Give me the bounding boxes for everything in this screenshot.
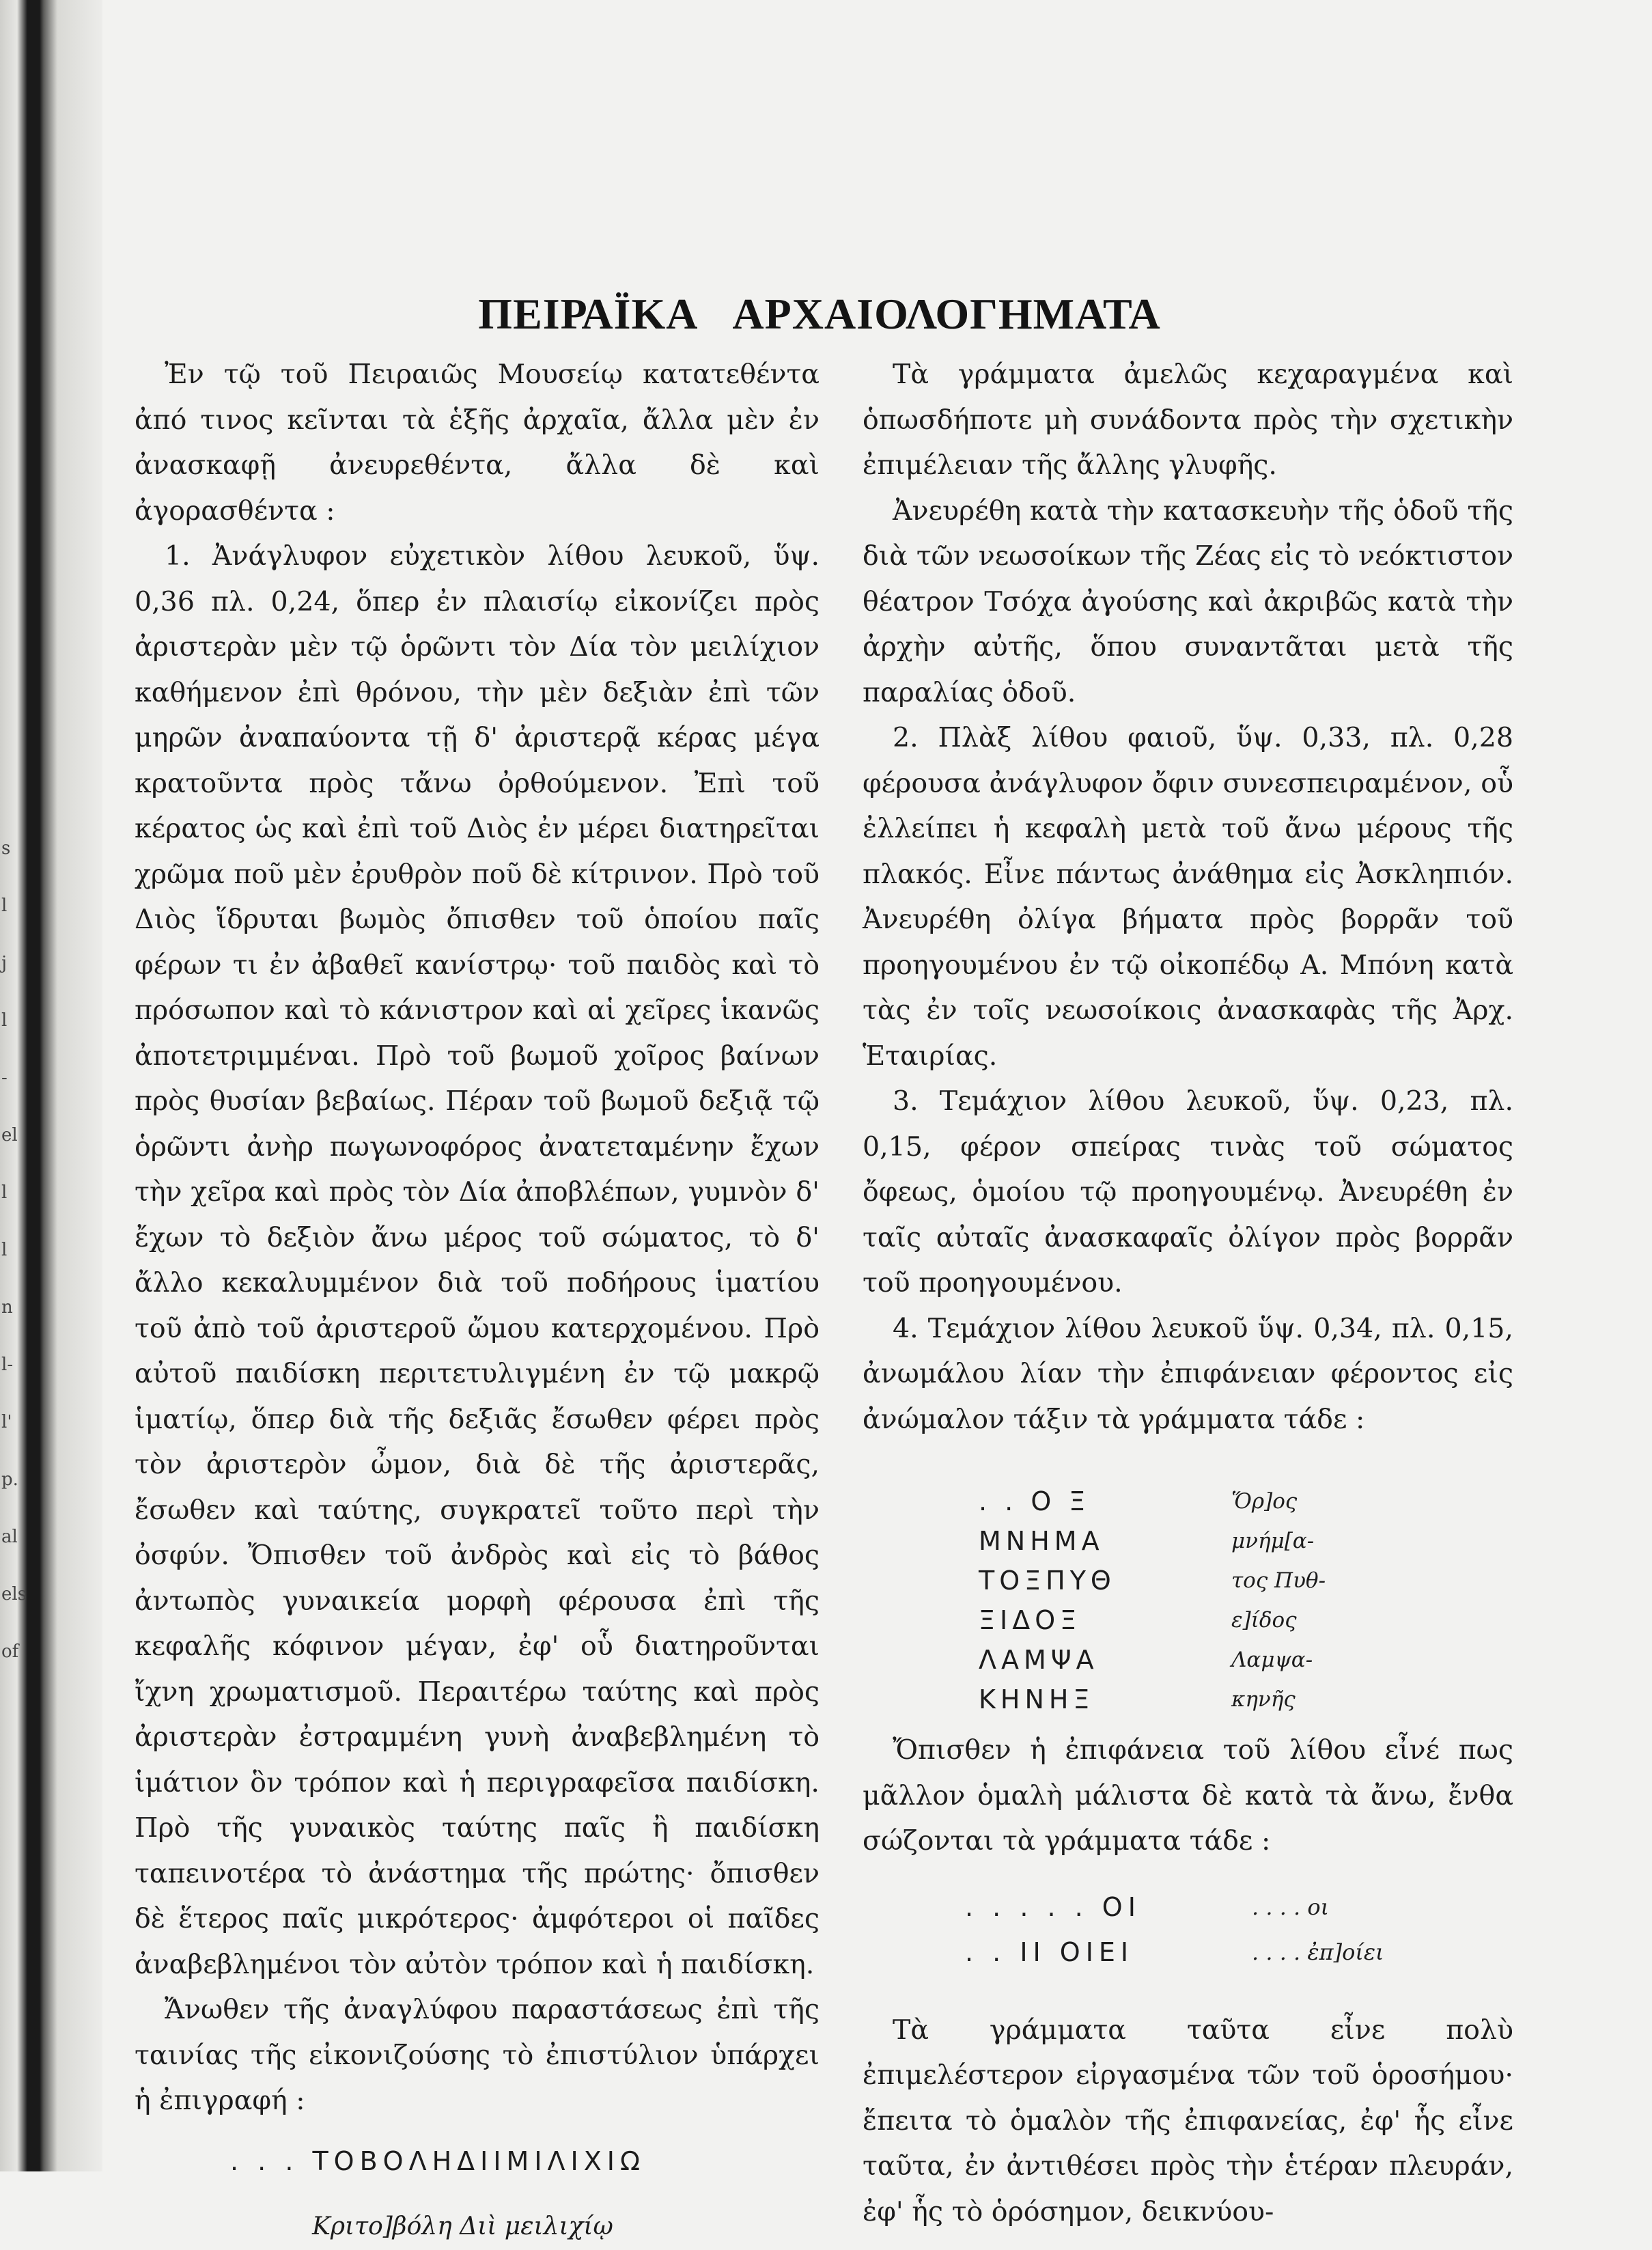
reading-line: τος Πυθ- <box>1231 1568 1326 1593</box>
page-title: ΠΕΙΡΑΪΚΑ ΑΡΧΑΙΟΛΟΓΗΜΑΤΑ <box>478 289 1161 338</box>
reading-line: . . . . ἐπ]οίει <box>1252 1939 1384 1965</box>
inscription-line: ΞΙΔΟΞ <box>979 1605 1082 1635</box>
edge-glyph: s <box>1 838 11 859</box>
edge-glyph: p. <box>1 1469 18 1490</box>
inscription-text: . . . ΤΟΒΟΛΗΔΙΙΜΙΛΙΧΙΩ <box>230 2145 646 2176</box>
edge-glyph: l <box>1 1182 8 1203</box>
reading-line: Λαμψα- <box>1231 1648 1313 1672</box>
inscription-transcription <box>1231 1482 1326 1719</box>
letters-note: Τὰ γράμματα ἀμελῶς κεχαραγμένα καὶ ὁπωσδήποτε μὴ συνάδοντα πρὸς τὴν σχετικὴν ἐπιμέλειαν τῆς ἄλλης γλυφῆς. <box>863 359 1513 481</box>
reading-line: . . . . οι <box>1252 1893 1330 1920</box>
reverse-inscription-reading <box>1252 1885 1384 1975</box>
reading-line: μνήμ[α- <box>1231 1529 1315 1553</box>
inscription-line: ΛΑΜΨΑ <box>979 1645 1099 1675</box>
edge-glyph: j <box>1 953 8 973</box>
edge-glyph: l- <box>1 1355 14 1375</box>
edge-glyph: n <box>1 1297 13 1318</box>
inscription-letters <box>979 1482 1116 1719</box>
edge-glyph: of <box>1 1641 19 1662</box>
reading-line: κηνῆς <box>1231 1687 1296 1712</box>
edge-glyph: l <box>1 895 8 916</box>
closing-paragraph: Τὰ γράμματα ταῦτα εἶνε πολὺ ἐπιμελέστερον εἰργασμένα τῶν τοῦ ὁροσήμου· ἔπειτα τὸ ὁμαλὸν τῆς ἐπιφανείας, ἐφ' ἧς εἶνε ταῦτα, ἐν ἀντιθέσει πρὸς τὴν ἑτέραν πλευράν, ἐφ' ἧς τὸ ὁρόσημον, δεικνύου- <box>863 2014 1513 2227</box>
reverse-side-paragraph: Ὄπισθεν ἡ ἐπιφάνεια τοῦ λίθου εἶνέ πως μᾶλλον ὁμαλὴ μάλιστα δὲ κατὰ τὰ ἄνω, ἔνθα σώζονται τὰ γράμματα τάδε : <box>863 1734 1513 1857</box>
reading-line: Ὅρ]ος <box>1231 1489 1298 1514</box>
edge-glyph: l' <box>1 1412 12 1432</box>
edge-glyph: al <box>1 1527 18 1547</box>
reverse-inscription <box>863 1885 1513 1980</box>
edge-glyph: l <box>1 1240 8 1260</box>
inscription-line: ΤΟΞΠΥΘ <box>979 1566 1116 1596</box>
inscription-line: ΜΝΗΜΑ <box>979 1526 1104 1556</box>
inscription-line: . . ΙΙ ΟΙΕΙ <box>965 1936 1134 1967</box>
item-3-description: 3. Τεμάχιον λίθου λευκοῦ, ὕψ. 0,23, πλ. 0,15, φέρον σπείρας τινὰς τοῦ σώματος ὄφεως, ὁμοίου τῷ προηγουμένῳ. Ἀνευρέθη ἐν ταῖς αὐταῖς ἀνασκαφαῖς ὀλίγον πρὸς βορρᾶν τοῦ προηγουμένου. <box>863 1085 1513 1298</box>
facing-page-edge <box>1 820 27 2117</box>
inscription-reading: Κριτο]βόλη Διὶ μειλιχίῳ <box>312 2212 613 2240</box>
findspot-paragraph: Ἀνευρέθη κατὰ τὴν κατασκευὴν τῆς ὁδοῦ τῆς διὰ τῶν νεωσοίκων τῆς Ζέας εἰς τὸ νεόκτιστον θέατρον Τσόχα ἀγούσης καὶ ἀκριβῶς κατὰ τὴν ἀρχὴν αὐτῆς, ὅπου συναντᾶται μετὰ τῆς παραλίας ὁδοῦ. <box>863 495 1513 708</box>
edge-glyph: - <box>1 1068 8 1088</box>
inscription-line: . . . . . ΟΙ <box>965 1891 1141 1922</box>
intro-paragraph: Ἐν τῷ τοῦ Πειραιῶς Μουσείῳ κατατεθέντα ἀπό τινος κεῖνται τὰ ἑξῆς ἀρχαῖα, ἄλλα μὲν ἐν ἀνασκαφῇ ἀνευρεθέντα, ἄλλα δὲ καὶ ἀγορασθέντα : <box>135 359 820 527</box>
item-2-description: 2. Πλὰξ λίθου φαιοῦ, ὕψ. 0,33, πλ. 0,28 φέρουσα ἀνάγλυφον ὄφιν συνεσπειραμένον, οὗ ἐλλείπει ἡ κεφαλὴ μετὰ τοῦ ἄνω μέρους τῆς πλακός. Εἶνε πάντως ἀνάθημα εἰς Ἀσκληπιόν. Ἀνευρέθη ὀλίγα βήματα πρὸς βορρᾶν τοῦ προηγουμένου ἐν τῷ οἰκοπέδῳ Α. Μπόνη κατὰ τὰς ἐν τοῖς νεωσοίκοις ἀνασκαφὰς τῆς Ἀρχ. Ἑταιρίας. <box>863 722 1513 1072</box>
horos-inscription <box>863 1482 1513 1727</box>
edge-glyph: l <box>1 1010 8 1031</box>
right-column <box>863 352 1513 2234</box>
item-4-description: 4. Τεμάχιον λίθου λευκοῦ ὕψ. 0,34, πλ. 0,15, ἀνωμάλου λίαν τὴν ἐπιφάνειαν φέροντος εἰς ἀνώμαλον τάξιν τὰ γράμματα τάδε : <box>863 1312 1513 1435</box>
item-1-description: 1. Ἀνάγλυφον εὐχετικὸν λίθου λευκοῦ, ὕψ. 0,36 πλ. 0,24, ὅπερ ἐν πλαισίῳ εἰκονίζει πρὸς ἀριστερὰν μὲν τῷ ὁρῶντι τὸν Δία τὸν μειλίχιον καθήμενον ἐπὶ θρόνου, τὴν μὲν δεξιὰν ἐπὶ τῶν μηρῶν ἀναπαύοντα τῇ δ' ἀριστερᾷ κέρας μέγα κρατοῦντα πρὸς τἄνω ὀρθούμενον. Ἐπὶ τοῦ κέρατος ὡς καὶ ἐπὶ τοῦ Διὸς ἐν μέρει διατηρεῖται χρῶμα ποῦ μὲν ἐρυθρὸν ποῦ δὲ κίτρινον. Πρὸ τοῦ Διὸς ἵδρυται βωμὸς ὄπισθεν τοῦ ὁποίου παῖς φέρων τι ἐν ἀβαθεῖ κανίστρῳ· τοῦ παιδὸς καὶ τὸ πρόσωπον καὶ τὸ κάνιστρον καὶ αἱ χεῖρες ἱκανῶς ἀποτετριμμέναι. Πρὸ τοῦ βωμοῦ χοῖρος βαίνων πρὸς θυσίαν βεβαίως. Πέραν τοῦ βωμοῦ δεξιᾷ τῷ ὁρῶντι ἀνὴρ πωγωνοφόρος ἀνατεταμένην ἔχων τὴν χεῖρα καὶ πρὸς τὸν Δία ἀποβλέπων, γυμνὸν δ' ἔχων τὸ δεξιὸν ἄνω μέρος τοῦ σώματος, τὸ δ' ἄλλο κεκαλυμμένον διὰ τοῦ ποδήρους ἱματίου τοῦ ἀπὸ τοῦ ἀριστεροῦ ὤμου κατερχομένου. Πρὸ αὐτοῦ παιδίσκη περιτετυλιγμένη ἐν τῷ μακρῷ ἱματίῳ, ὅπερ διὰ τῆς δεξιᾶς ἔσωθεν φέρει πρὸς τὸν ἀριστερὸν ὦμον, διὰ δὲ τῆς ἀριστερᾶς, ἔσωθεν καὶ ταύτης, συγκρατεῖ τοῦτο περὶ τὴν ὀσφύν. Ὄπισθεν τοῦ ἀνδρὸς καὶ εἰς τὸ βάθος ἀντωπὸς γυναικεία μορφὴ φέρουσα ἐπὶ τῆς κεφαλῆς κόφινον μέγαν, ἐφ' οὗ διατηροῦνται ἴχνη χρωματισμοῦ. Περαιτέρω ταύτης καὶ πρὸς ἀριστερὰν ἐστραμμένη γυνὴ ἀναβεβλημένη τὸ ἱμάτιον ὃν τρόπον καὶ ἡ περιγραφεῖσα παιδίσκη. Πρὸ τῆς γυναικὸς ταύτης παῖς ἢ παιδίσκη ταπεινοτέρα τὸ ἀνάστημα τῆς πρώτης· ὄπισθεν δὲ ἕτερος παῖς μικρότερος· ἀμφότεροι οἱ παῖδες ἀναβεβλημένοι τὸν αὐτὸν τρόπον καὶ ἡ παιδίσκη. <box>135 540 820 1980</box>
inscription-line: ΚΗΝΗΞ <box>979 1684 1095 1714</box>
reading-line: ε]ίδος <box>1231 1608 1297 1633</box>
reverse-inscription-letters <box>965 1885 1141 1975</box>
edge-glyph: el <box>1 1125 18 1145</box>
edge-glyph: els <box>1 1584 27 1605</box>
left-column <box>135 352 820 2250</box>
inscription-intro: Ἄνωθεν τῆς ἀναγλύφου παραστάσεως ἐπὶ τῆς ταινίας τῆς εἰκονιζούσης τὸ ἐπιστύλιον ὑπάρχει ἡ ἐπιγραφή : <box>135 1994 820 2116</box>
inscription-line: . . Ο Ξ <box>979 1486 1091 1516</box>
